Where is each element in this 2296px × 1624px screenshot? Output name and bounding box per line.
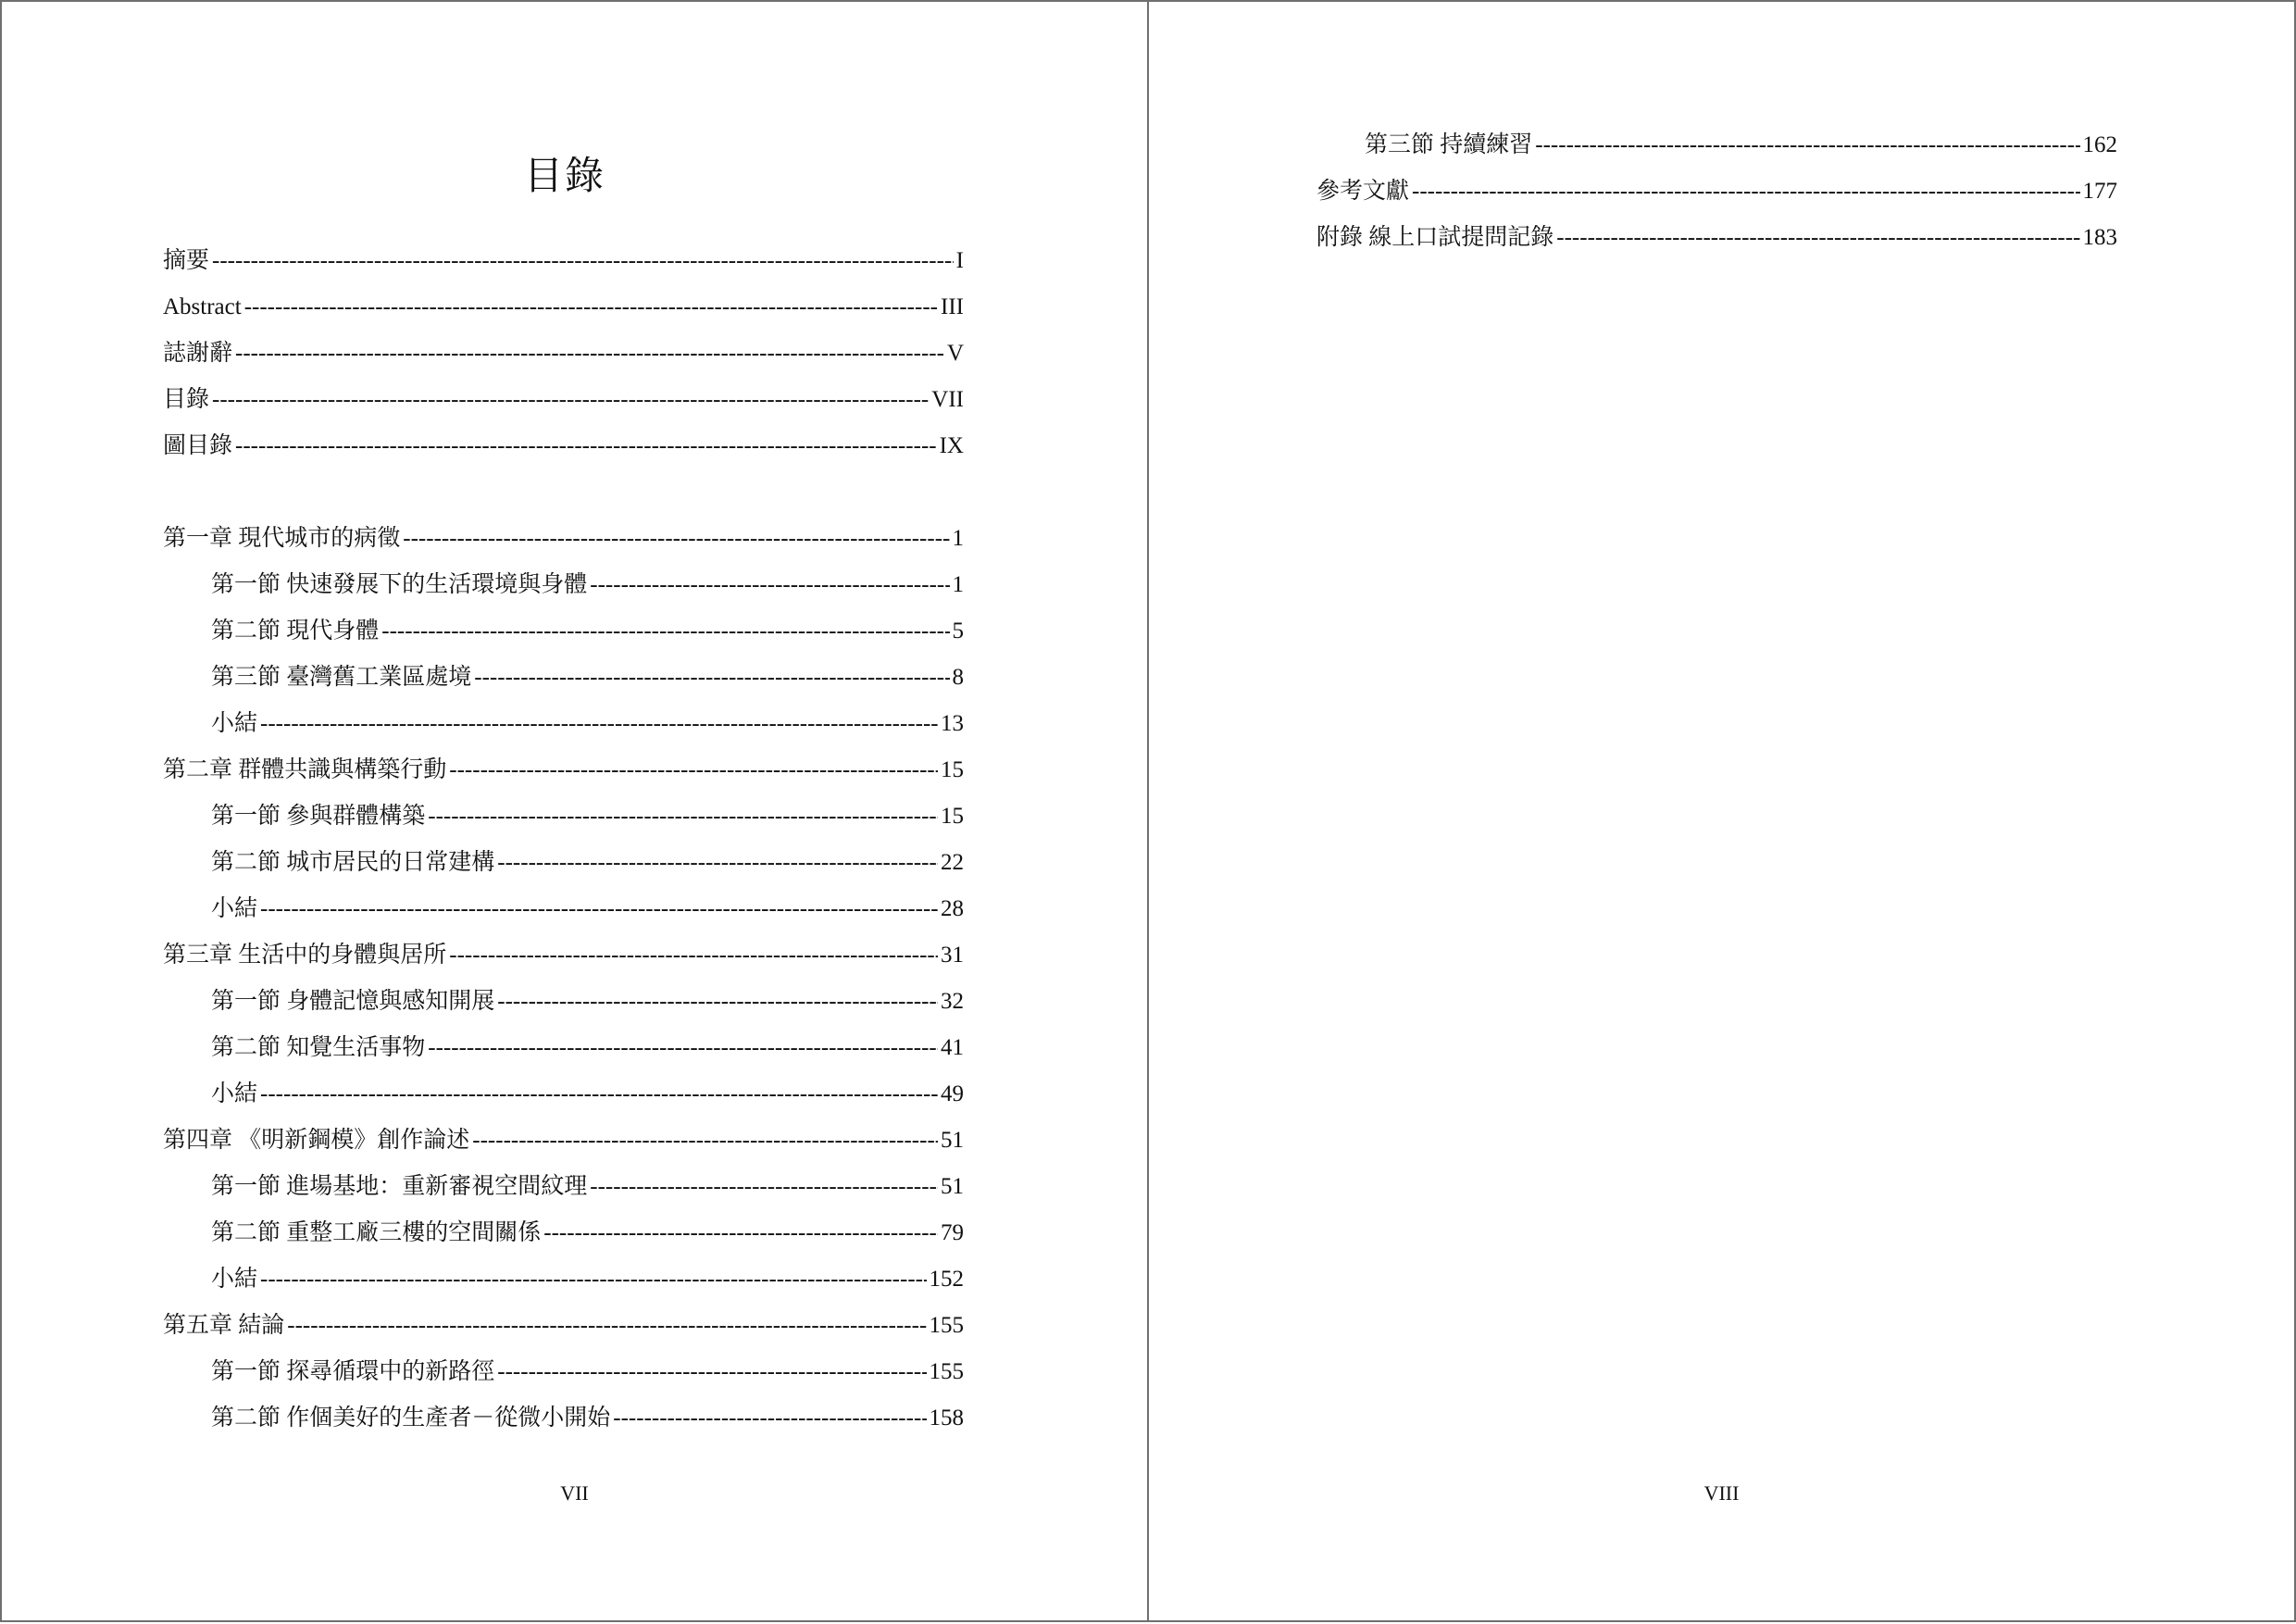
toc-chapter-entry[interactable]: [163, 932, 964, 979]
toc-entry[interactable]: [1316, 169, 2117, 215]
dot-leader: [428, 1025, 938, 1071]
toc-entry-page: V: [946, 341, 964, 366]
toc-entry-label: 誌謝辭: [163, 341, 233, 366]
toc-entry-page: 5: [952, 618, 964, 643]
dot-leader: [474, 655, 949, 701]
toc-chapter-entry[interactable]: [163, 747, 964, 793]
dot-leader: [260, 1256, 926, 1303]
toc-chapter-entry[interactable]: [163, 1303, 964, 1349]
dot-leader: [590, 1164, 938, 1210]
dot-leader: [497, 979, 938, 1025]
toc-section-entry[interactable]: [163, 1025, 964, 1071]
toc-entry-page: I: [955, 248, 964, 273]
toc-entry-page: 28: [941, 896, 964, 921]
toc-entry[interactable]: [163, 423, 964, 469]
toc-section-entry[interactable]: [163, 1395, 964, 1442]
toc-entry-label: 第一節 身體記憶與感知開展: [211, 989, 495, 1014]
toc-entry-page: 162: [2082, 132, 2117, 157]
toc-entry-label: 第二節 作個美好的生產者－從微小開始: [211, 1405, 611, 1430]
toc-entry-label: 第一節 進場基地：重新審視空間紋理: [211, 1174, 588, 1199]
toc-entry-page: IX: [939, 433, 964, 458]
toc-entry-page: 15: [941, 757, 964, 782]
dot-leader: [543, 1210, 938, 1256]
toc-entry-label: 第一節 探尋循環中的新路徑: [211, 1359, 495, 1384]
dot-leader: [449, 747, 938, 793]
toc-entry-label: 第一節 參與群體構築: [211, 804, 426, 829]
toc-entry-page: 32: [941, 989, 964, 1014]
dot-leader: [260, 886, 938, 932]
toc-entry-label: 參考文獻: [1316, 179, 1410, 204]
toc-entry-label: 第一章 現代城市的病徵: [163, 526, 401, 551]
dot-leader: [212, 377, 929, 423]
dot-leader: [472, 1118, 938, 1164]
toc-section-entry[interactable]: [163, 1071, 964, 1118]
toc-entry-page: 155: [929, 1359, 964, 1384]
dot-leader: [244, 284, 938, 331]
toc-entry-label: 第四章 《明新鋼模》創作論述: [163, 1128, 470, 1153]
dot-leader: [403, 516, 949, 562]
dot-leader: [449, 932, 938, 979]
toc-section-entry[interactable]: [163, 655, 964, 701]
toc-section-entry[interactable]: [163, 1256, 964, 1303]
toc-section-entry[interactable]: [163, 562, 964, 608]
toc-list-continued: [1316, 122, 2117, 261]
toc-entry-page: 152: [929, 1267, 964, 1292]
toc-entry-page: 13: [941, 711, 964, 736]
toc-list: [163, 238, 964, 1442]
dot-leader: [287, 1303, 926, 1349]
toc-entry-label: 第三章 生活中的身體與居所: [163, 943, 447, 968]
toc-entry-page: 1: [952, 526, 964, 551]
dot-leader: [613, 1395, 926, 1442]
toc-entry-label: 小結: [211, 1267, 258, 1292]
toc-entry[interactable]: [163, 331, 964, 377]
toc-entry-label: 第三節 臺灣舊工業區處境: [211, 665, 472, 690]
toc-entry-label: 摘要: [163, 248, 210, 273]
toc-entry-page: 1: [952, 572, 964, 597]
dot-leader: [381, 608, 949, 655]
toc-entry-page: 51: [941, 1174, 964, 1199]
dot-leader: [260, 1071, 938, 1118]
toc-entry[interactable]: [163, 238, 964, 284]
toc-entry-page: 8: [952, 665, 964, 690]
toc-entry[interactable]: [1316, 215, 2117, 261]
toc-entry-label: 第三節 持續練習: [1365, 132, 1533, 157]
toc-entry-label: 第二章 群體共識與構築行動: [163, 757, 447, 782]
page-number: VIII: [1703, 1481, 1740, 1505]
dot-leader: [235, 423, 937, 469]
dot-leader: [1556, 215, 2079, 261]
toc-entry-page: 155: [929, 1313, 964, 1338]
dot-leader: [497, 840, 938, 886]
toc-entry-label: 第一節 快速發展下的生活環境與身體: [211, 572, 588, 597]
toc-entry[interactable]: [163, 377, 964, 423]
toc-section-entry[interactable]: [163, 701, 964, 747]
toc-entry-label: 第二節 現代身體: [211, 618, 380, 643]
toc-section-entry[interactable]: [163, 1164, 964, 1210]
page-number: VII: [560, 1481, 589, 1505]
toc-entry-page: VII: [931, 387, 964, 412]
toc-entry-page: 49: [941, 1081, 964, 1106]
toc-section-entry[interactable]: [163, 1349, 964, 1395]
toc-entry-label: 圖目錄: [163, 433, 233, 458]
toc-entry-label: 小結: [211, 896, 258, 921]
toc-entry-label: Abstract: [163, 294, 242, 319]
toc-section-entry[interactable]: [163, 1210, 964, 1256]
toc-entry-label: 小結: [211, 711, 258, 736]
toc-entry-page: 31: [941, 943, 964, 968]
toc-entry-page: 41: [941, 1035, 964, 1060]
dot-leader: [1412, 169, 2079, 215]
toc-entry-page: 183: [2082, 225, 2117, 250]
toc-entry-label: 目錄: [163, 387, 210, 412]
toc-entry-label: 第二節 重整工廠三樓的空間關係: [211, 1220, 542, 1245]
page-right: [1147, 0, 2296, 1622]
dot-leader: [235, 331, 944, 377]
toc-chapter-entry[interactable]: [163, 516, 964, 562]
dot-leader: [260, 701, 938, 747]
toc-section-entry[interactable]: [163, 979, 964, 1025]
dot-leader: [212, 238, 954, 284]
toc-entry-page: III: [941, 294, 964, 319]
toc-entry-label: 附錄 線上口試提問記錄: [1316, 225, 1554, 250]
dot-leader: [428, 793, 938, 840]
toc-entry-label: 小結: [211, 1081, 258, 1106]
toc-entry-page: 51: [941, 1128, 964, 1153]
toc-section-entry[interactable]: [163, 840, 964, 886]
toc-entry-label: 第五章 結論: [163, 1313, 285, 1338]
toc-entry-label: 第二節 城市居民的日常建構: [211, 850, 495, 875]
toc-entry-page: 177: [2082, 179, 2117, 204]
dot-leader: [497, 1349, 926, 1395]
toc-section-entry[interactable]: [1316, 122, 2117, 169]
toc-entry-page: 15: [941, 804, 964, 829]
toc-entry-page: 22: [941, 850, 964, 875]
toc-entry[interactable]: [163, 284, 964, 331]
toc-section-entry[interactable]: [163, 608, 964, 655]
toc-chapter-entry[interactable]: [163, 1118, 964, 1164]
page-left: [0, 0, 1149, 1622]
toc-entry-page: 158: [929, 1405, 964, 1430]
dot-leader: [590, 562, 949, 608]
toc-entry-page: 79: [941, 1220, 964, 1245]
toc-title: 目錄: [523, 156, 605, 198]
dot-leader: [1535, 122, 2079, 169]
toc-entry-label: 第二節 知覺生活事物: [211, 1035, 426, 1060]
toc-section-entry[interactable]: [163, 886, 964, 932]
toc-section-entry[interactable]: [163, 793, 964, 840]
